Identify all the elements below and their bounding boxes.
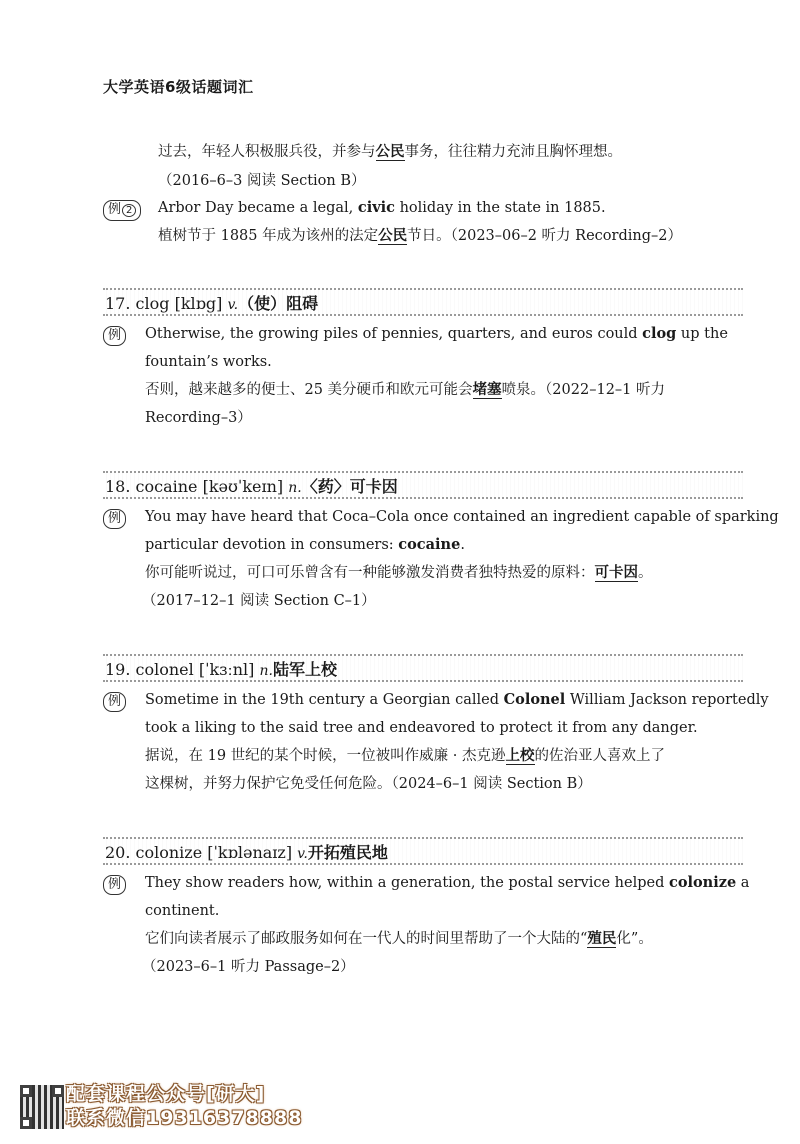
example-chinese: 据说，在 19 世纪的某个时候，一位被叫作威廉 · 杰克逊上校的佐治亚人喜欢上了 <box>145 747 665 764</box>
example-chinese: 它们向读者展示了邮政服务如何在一代人的时间里帮助了一个大陆的“殖民化”。 <box>145 930 653 947</box>
example-english: They show readers how, within a generation, the postal service helped colonize a <box>145 874 750 891</box>
example-english: continent. <box>145 903 220 919</box>
example-english: fountain’s works. <box>145 354 272 370</box>
example-tag: 例 2 <box>103 200 141 221</box>
example-english: You may have heard that Coca–Cola once contained an ingredient capable of sparking <box>145 509 779 525</box>
example-tag: 例 <box>103 875 126 895</box>
intro-line-1: 过去，年轻人积极服兵役，并参与公民事务，往往精力充沛且胸怀理想。 <box>158 143 622 160</box>
example-english: Otherwise, the growing piles of pennies, quarters, and euros could clog up the <box>145 325 728 342</box>
watermark-text: 配套课程公众号[研大] 联系微信19316378888 <box>66 1083 303 1129</box>
example-chinese: 你可能听说过，可口可乐曾含有一种能够激发消费者独特热爱的原料：可卡因。 <box>145 564 653 581</box>
page-header: 大学英语6级话题词汇 <box>103 78 254 96</box>
example-tag: 例 <box>103 509 126 529</box>
example-tag: 例 <box>103 692 126 712</box>
entry-heading-colonel: 19. colonel [ˈkɜːnl] n.陆军上校 <box>103 654 743 682</box>
example-chinese: 这棵树，并努力保护它免受任何危险。（2024–6–1 阅读 Section B） <box>145 776 592 792</box>
example-source: （2017–12–1 阅读 Section C–1） <box>142 593 376 609</box>
entry-heading-clog: 17. clog [klɒg] v.（使）阻碍 <box>103 288 743 316</box>
example-english: particular devotion in consumers: cocaine. <box>145 536 465 553</box>
qr-code-icon <box>20 1085 64 1129</box>
intro-source: （2016–6–3 阅读 Section B） <box>158 173 366 189</box>
example-tag: 例 <box>103 326 126 346</box>
example-english: took a liking to the said tree and endeavored to protect it from any danger. <box>145 720 698 736</box>
example-chinese: 否则，越来越多的便士、25 美分硬币和欧元可能会堵塞喷泉。（2022–12–1 听力 <box>145 381 665 398</box>
example-source: Recording–3） <box>145 410 252 426</box>
entry-heading-cocaine: 18. cocaine [kəʊˈkeɪn] n.〈药〉可卡因 <box>103 471 743 499</box>
example-chinese: 植树节于 1885 年成为该州的法定公民节日。（2023–06–2 听力 Recording–2） <box>158 227 682 244</box>
example-source: （2023–6–1 听力 Passage–2） <box>142 959 355 975</box>
entry-heading-colonize: 20. colonize [ˈkɒlənaɪz] v.开拓殖民地 <box>103 837 743 865</box>
example-english: Sometime in the 19th century a Georgian called Colonel William Jackson reportedly <box>145 691 769 708</box>
example-english: Arbor Day became a legal, civic holiday in the state in 1885. <box>158 199 606 216</box>
